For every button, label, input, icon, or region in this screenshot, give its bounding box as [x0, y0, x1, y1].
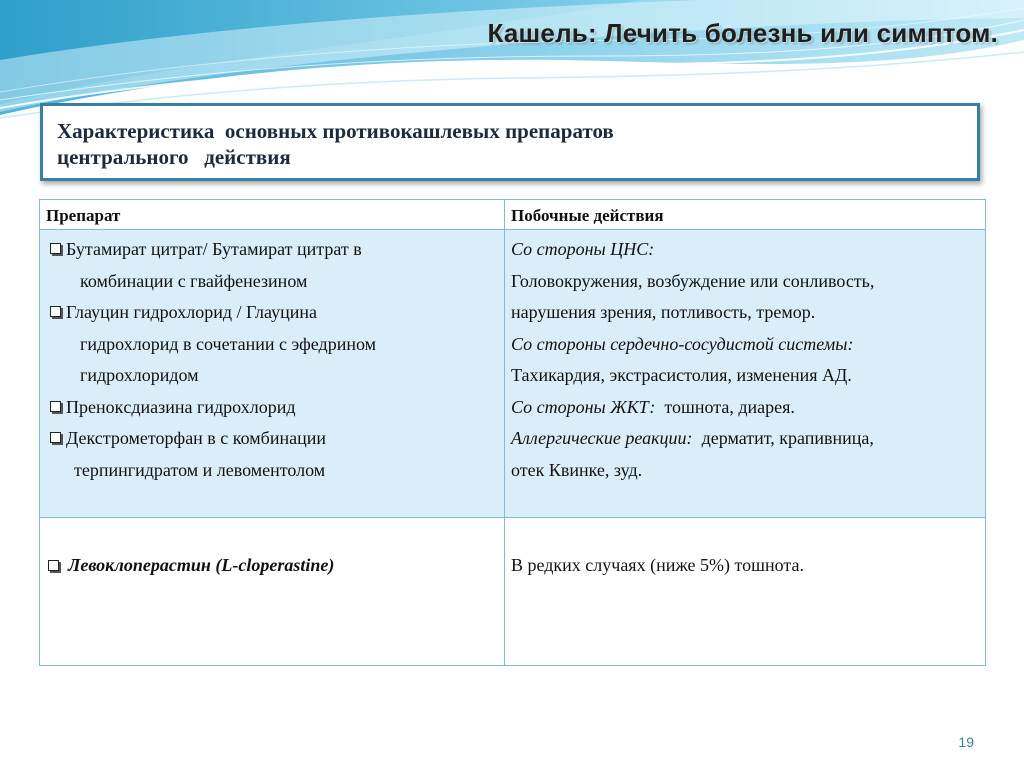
- drug-item-glaucine: [46, 297, 500, 392]
- drug-table: [39, 199, 986, 666]
- last-drug-cell: [40, 518, 505, 666]
- drug-item-prenoxdiazine: [46, 392, 500, 424]
- allergy-text-2: отек Квинке, зуд.: [511, 459, 643, 480]
- drug-line: гидрохлоридом: [80, 365, 199, 385]
- slide-title: Кашель: Лечить болезнь или симптом.: [487, 18, 998, 48]
- checkbox-bullet-icon: [50, 243, 61, 254]
- drug-line: Декстрометорфан в с комбинации: [66, 428, 326, 448]
- git-label: Со стороны ЖКТ:: [511, 396, 656, 417]
- cvs-label: Со стороны сердечно-сосудистой системы:: [511, 333, 854, 354]
- table-row-main: [40, 230, 986, 518]
- subtitle-line-1: Характеристика основных противокашлевых препаратов: [57, 119, 614, 143]
- checkbox-bullet-icon: [50, 306, 61, 317]
- cns-text-1: Головокружения, возбуждение или сонливость,: [511, 270, 875, 291]
- drug-line: гидрохлорид в сочетании с эфедрином: [80, 333, 377, 354]
- git-line: [511, 392, 981, 424]
- header-drug: Препарат: [40, 200, 505, 230]
- allergy-line: [511, 423, 981, 455]
- table-row-last: [40, 518, 986, 666]
- drug-item-dextromethorphan: [46, 423, 500, 486]
- checkbox-bullet-icon: [50, 401, 61, 412]
- drug-item-butamirate: [46, 234, 500, 297]
- checkbox-bullet-icon: [50, 432, 61, 443]
- last-side-effects-cell: В редких случаях (ниже 5%) тошнота.: [505, 518, 986, 666]
- drug-line: Бутамират цитрат/ Бутамират цитрат в: [66, 239, 362, 259]
- cns-text-2: нарушения зрения, потливость, тремор.: [511, 302, 816, 322]
- drug-line: Глауцин гидрохлорид / Глауцина: [66, 302, 318, 322]
- subtitle-line-2: центрального действия: [57, 145, 291, 169]
- page-number: 19: [958, 734, 974, 750]
- cns-label: Со стороны ЦНС:: [511, 239, 655, 259]
- git-text: тошнота, диарея.: [664, 396, 795, 417]
- side-effects-cell: [505, 230, 986, 518]
- subtitle-box: [40, 103, 980, 181]
- allergy-text: дерматит, крапивница,: [701, 428, 874, 448]
- allergy-label: Аллергические реакции:: [511, 428, 693, 448]
- drug-line: терпингидратом и левоментолом: [74, 459, 326, 480]
- drug-line: комбинации с гвайфенезином: [80, 270, 308, 291]
- drug-line: Пренокcдиазина гидрохлорид: [66, 396, 296, 417]
- last-drug-name: Левоклоперастин (L-cloperastine): [68, 555, 335, 575]
- cvs-text: Тахикардия, экстрасистолия, изменения АД.: [511, 365, 852, 385]
- header-side-effects: Побочные действия: [505, 200, 986, 230]
- checkbox-bullet-icon: [48, 560, 59, 571]
- table-header-row: [40, 200, 986, 230]
- drug-list-cell: [40, 230, 505, 518]
